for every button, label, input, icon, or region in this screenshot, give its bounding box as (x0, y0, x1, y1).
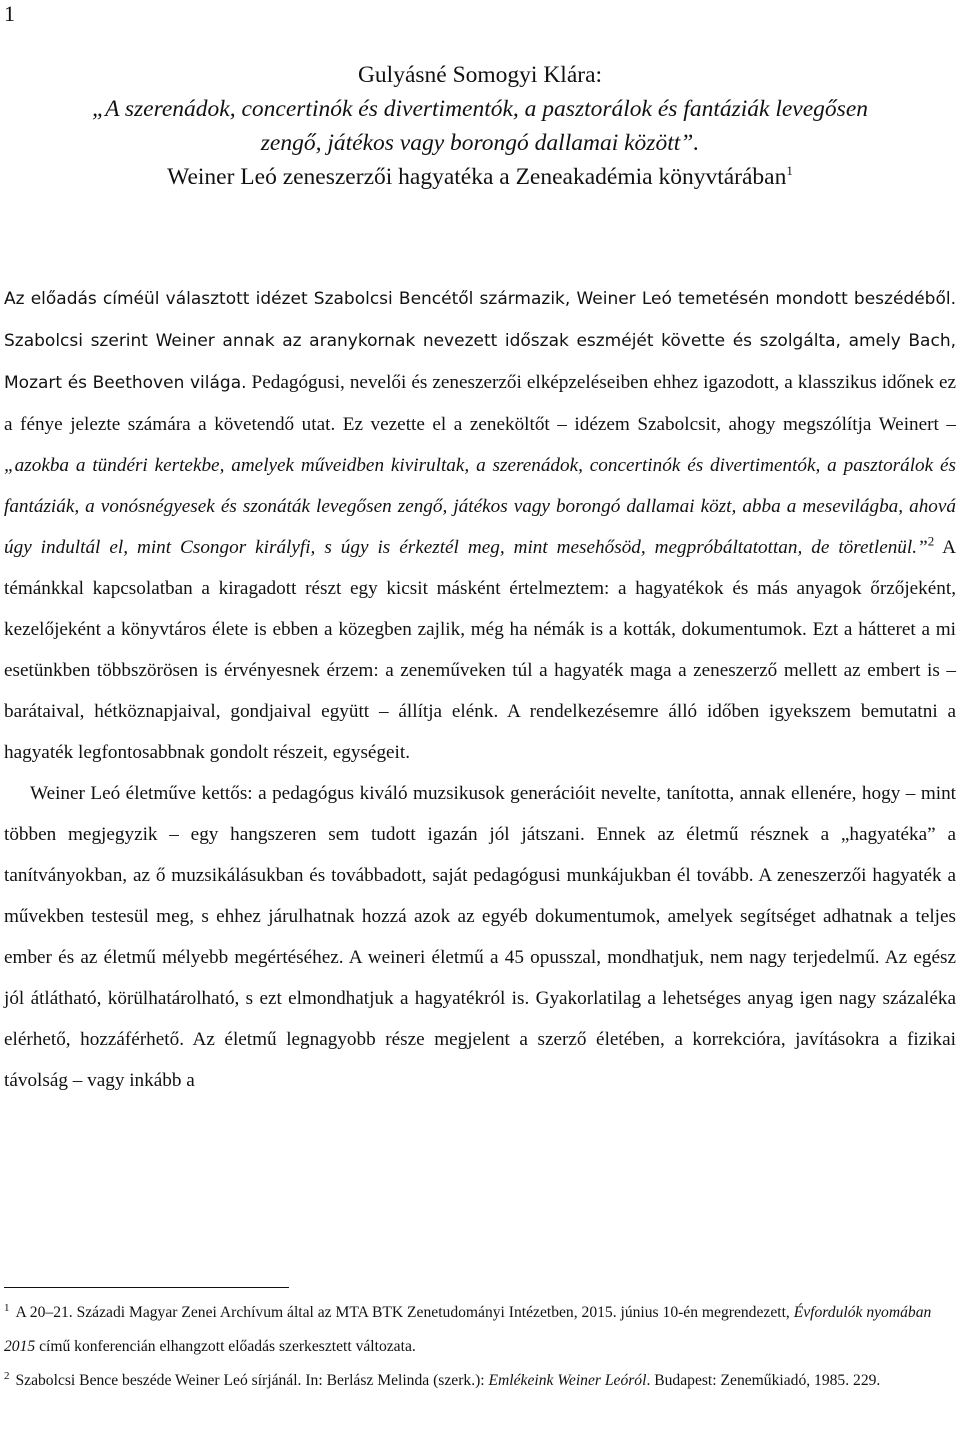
title-block (0, 58, 960, 194)
paragraph-1-part-a: Az előadás címéül választott idézet Szabolcsi Bencétől származik, Weiner Leó temetésén mondott beszédéből. Szabolcsi szerint Weiner annak az aranykornak nevezett időszak eszméjét követte és szolgálta, amely Bach, Mozart és Beethoven világa. (4, 289, 956, 393)
paragraph-1 (4, 278, 956, 773)
title-quote-line-2: zengő, játékos vagy borongó dallamai között”. (260, 130, 700, 156)
footnote-1 (4, 1296, 956, 1364)
paragraph-2: Weiner Leó életműve kettős: a pedagógus kiváló muzsikusok generációit nevelte, tanította, annak ellenére, hogy – mint többen megjegyzik – egy hangszeren sem tudott igazán jól játszani. Ennek az életmű résznek a „hagyatéka” a tanítványokban, az ő muzsikálásukban és továbbadott, saját pedagógusi munkájukban él tovább. A zeneszerzői hagyaték a művekben testesül meg, s ehhez járulhatnak hozzá azok az egyéb dokumentumok, amelyek segítséget adhatnak a teljes ember és az életmű mélyebb megértéséhez. A weineri életmű a 45 opusszal, mondhatjuk, nem nagy terjedelmű. Az egész jól átlátható, körülhatárolható, s ezt elmondhatjuk a hagyatékról is. Gyakorlatilag a lehetséges anyag igen nagy százaléka elérhető, hozzáférhető. Az életmű legnagyobb része megjelent a szerző életében, a korrekcióra, javításokra a fizikai távolság – vagy inkább a (4, 783, 956, 1091)
footnote-2-text-a: Szabolcsi Bence beszéde Weiner Leó sírjánál. In: Berlász Melinda (szerk.): (15, 1372, 489, 1389)
subtitle-line (0, 160, 960, 194)
szabolcsi-quote: „azokba a tündéri kertekbe, amelyek műveidben kivirultak, a szerenádok, concertinók és divertimentók, a pasztorálok és fantáziák, a vonósnégyesek és szonáták levegősen zengő, játékos vagy borongó dallamai közt, abba a mesevilágba, ahová úgy indultál el, mint Csongor királyfi, s úgy is érkeztél meg, mint mesehősöd, megpróbáltatottan, de töretlenül.” (4, 455, 956, 558)
footnote-1-title: Évfordulók nyomában 2015 (4, 1304, 932, 1355)
body-text (4, 278, 956, 1101)
footnote-divider (4, 1287, 289, 1288)
footnote-2-number: 2 (4, 1369, 10, 1382)
footnote-1-text-a: A 20–21. Századi Magyar Zenei Archívum által az MTA BTK Zenetudományi Intézetben, 2015. június 10-én megrendezett, (15, 1304, 794, 1321)
footnote-ref-1[interactable]: 1 (786, 163, 793, 179)
footnote-2 (4, 1364, 956, 1398)
title-quote-line-1: „A szerenádok, concertinók és divertimentók, a pasztorálok és fantáziák levegősen (92, 96, 868, 122)
footnotes (4, 1296, 956, 1398)
footnote-1-number: 1 (4, 1301, 10, 1314)
paragraph-1-part-b: Pedagógusi, nevelői és zeneszerzői elképzeléseiben ehhez igazodott, a klasszikus időnek ez a fénye jelezte számára a követendő utat. Ez vezette el a zeneköltőt – idézem Szabolcsit, ahogy megszólítja Weinert – (4, 372, 957, 435)
author-line: Gulyásné Somogyi Klára: (357, 62, 603, 88)
footnote-2-text-b: . Budapest: Zeneműkiadó, 1985. 229. (646, 1372, 881, 1389)
subtitle-text: Weiner Leó zeneszerzői hagyatéka a Zeneakadémia könyvtárában (167, 164, 787, 190)
paragraph-1-part-c: A témánkkal kapcsolatban a kiragadott részt egy kicsit másként értelmeztem: a hagyatékok és más anyagok őrzőjeként, kezelőjeként a könyvtáros élete is ebben a közegben zajlik, még ha némák is a kották, dokumentumok. Ezt a hátteret a mi esetünkben többszörösen is érvényesnek érzem: a zeneműveken túl a hagyaték maga a zeneszerző mellett az embert is – barátaival, hétköznapjaival, gondjaival együtt – állítja elénk. A rendelkezésemre álló időben igyekszem bemutatni a hagyaték legfontosabbnak gondolt részeit, egységeit. (4, 537, 956, 763)
footnote-2-title: Emlékeink Weiner Leóról (488, 1372, 647, 1389)
footnote-ref-2[interactable]: 2 (927, 533, 935, 549)
footnote-1-text-b: című konferencián elhangzott előadás szerkesztett változata. (35, 1338, 416, 1355)
page-number: 1 (4, 1, 15, 26)
